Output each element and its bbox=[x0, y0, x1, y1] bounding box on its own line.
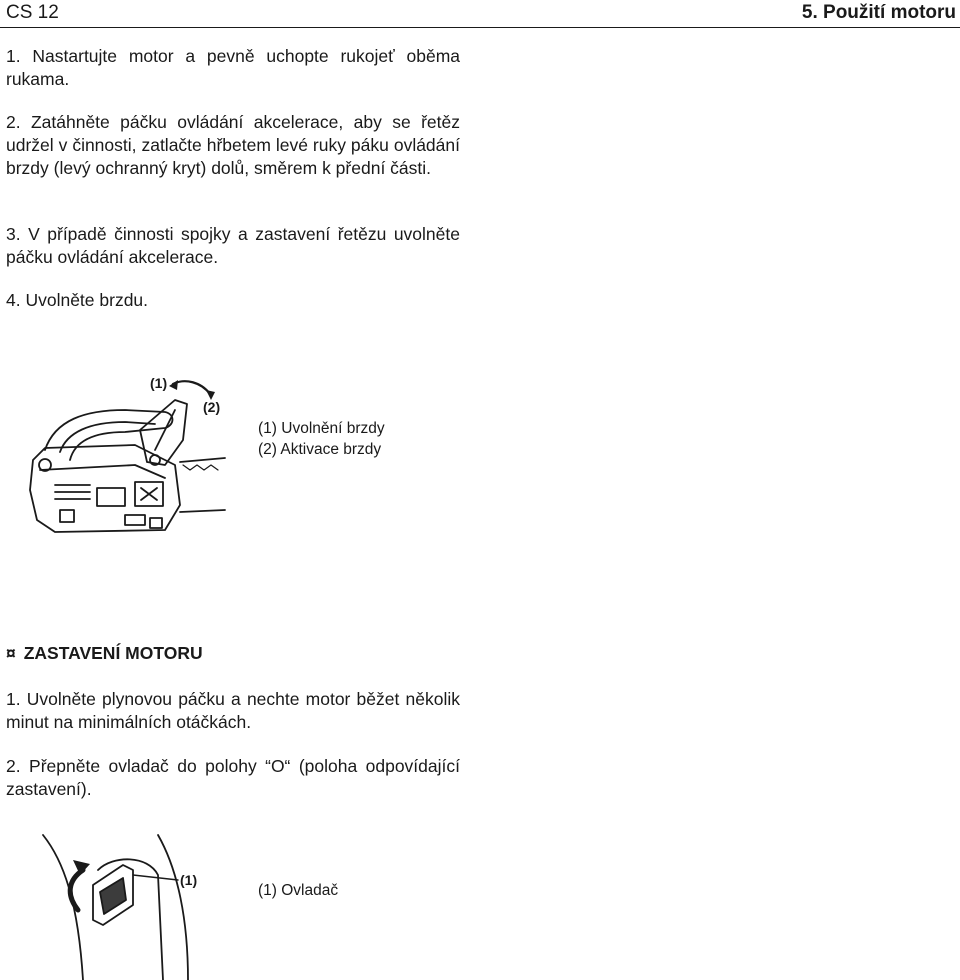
figure1-caption-2: (2) Aktivace brzdy bbox=[258, 441, 382, 458]
stop-switch-figure bbox=[38, 830, 218, 980]
brake-step-2: 2. Zatáhněte páčku ovládání akcelerace, aby se řetěz udržel v činnosti, zatlačte hřbetem levé ruky páku ovládání brzdy (levý ochranný kryt) dolů, směrem k přední části. bbox=[6, 112, 460, 178]
section-heading bbox=[6, 643, 203, 664]
chapter-title: 5. Použití motoru bbox=[801, 2, 956, 23]
section-title: ZASTAVENÍ MOTORU bbox=[23, 643, 203, 663]
figure1-label-2: (2) bbox=[203, 399, 221, 415]
header-divider bbox=[0, 27, 960, 28]
figure2-caption-1: (1) Ovladač bbox=[258, 882, 339, 899]
stop-step-2: 2. Přepněte ovladač do polohy “O“ (poloha odpovídající zastavení). bbox=[6, 756, 460, 799]
chainsaw-brake-figure bbox=[15, 370, 245, 540]
brake-step-3: 3. V případě činnosti spojky a zastavení řetězu uvolněte páčku ovládání akcelerace. bbox=[6, 224, 460, 267]
figure1-caption-1: (1) Uvolnění brzdy bbox=[258, 420, 385, 437]
figure2-label-1: (1) bbox=[180, 872, 198, 888]
section-bullet-icon: ¤ bbox=[6, 643, 16, 663]
brake-step-1: 1. Nastartujte motor a pevně uchopte rukojeť oběma rukama. bbox=[6, 46, 460, 89]
figure1-label-1: (1) bbox=[150, 375, 168, 391]
page-number: CS 12 bbox=[6, 2, 59, 23]
brake-step-4: 4. Uvolněte brzdu. bbox=[6, 290, 149, 310]
stop-step-1: 1. Uvolněte plynovou páčku a nechte motor běžet několik minut na minimálních otáčkách. bbox=[6, 689, 460, 732]
